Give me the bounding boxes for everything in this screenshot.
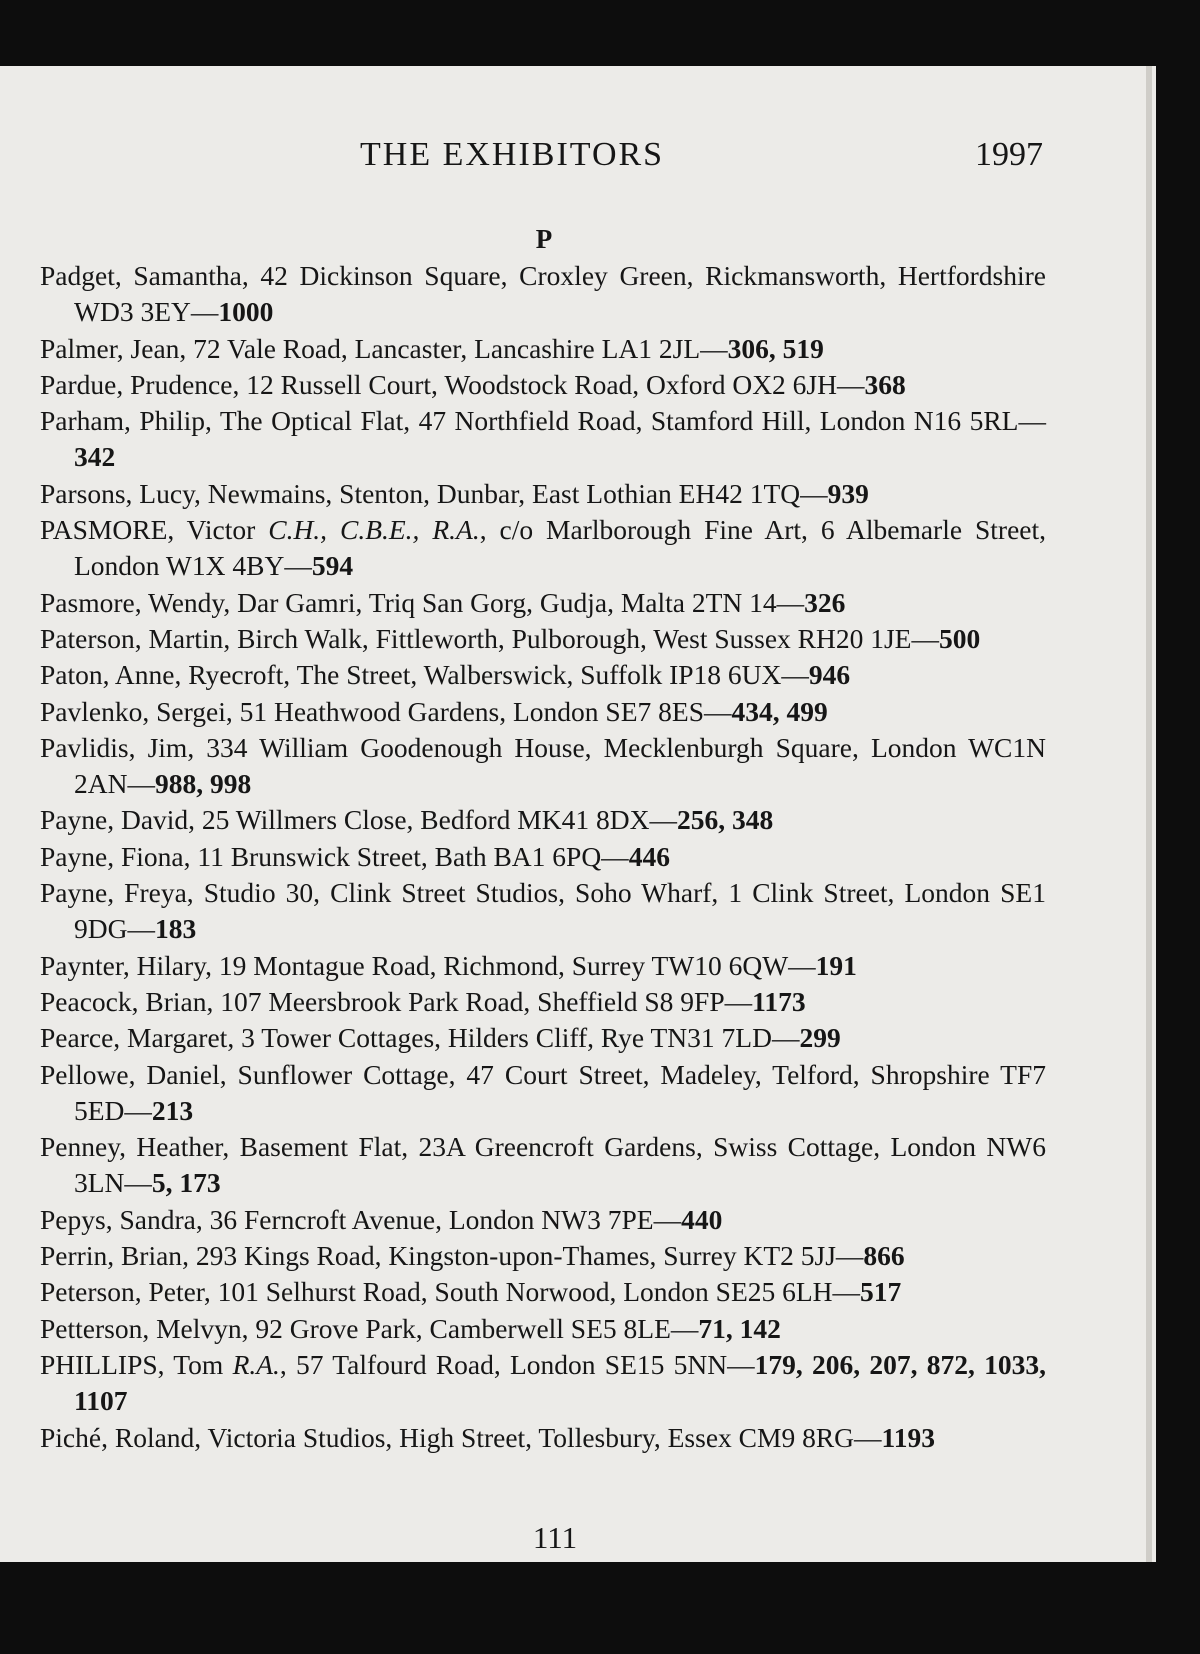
exhibitor-address: , Victoria Studios, High Street, Tollesbury, Essex CM9 8RG— <box>194 1421 882 1453</box>
exhibitor-address: , Sunflower Cottage, 47 Court Street, Madeley, Telford, Shropshire TF7 5ED— <box>74 1058 1046 1126</box>
page-header <box>0 136 1146 180</box>
exhibitor-entry <box>40 476 1046 512</box>
catalogue-numbers: 988, 998 <box>154 768 252 800</box>
exhibitor-name: Piché, Roland <box>40 1421 195 1453</box>
exhibitor-name: Pellowe, Daniel <box>40 1058 220 1090</box>
exhibitor-entry <box>40 948 1046 984</box>
exhibitor-address: , Birch Walk, Fittleworth, Pulborough, West Sussex RH20 1JE— <box>223 622 939 654</box>
exhibitor-address: , Newmains, Stenton, Dunbar, East Lothian EH42 1TQ— <box>194 477 828 509</box>
catalogue-numbers: 191 <box>815 949 857 981</box>
exhibitor-address: , 101 Selhurst Road, South Norwood, London SE25 6LH— <box>203 1276 861 1308</box>
exhibitor-address: , Ryecroft, The Street, Walberswick, Suffolk IP18 6UX— <box>174 659 809 691</box>
catalogue-numbers: 299 <box>799 1022 841 1054</box>
book-page <box>0 66 1146 1562</box>
exhibitor-address: , 51 Heathwood Gardens, London SE7 8ES— <box>225 695 732 727</box>
catalogue-numbers: 434, 499 <box>731 695 828 727</box>
catalogue-numbers: 179, 206, 207, 872, 1033, 1107 <box>74 1348 1046 1417</box>
exhibitor-name: Pavlenko, Sergei <box>40 695 226 727</box>
exhibitor-entry <box>40 621 1046 657</box>
catalogue-numbers: 500 <box>938 622 981 654</box>
header-year: 1997 <box>975 136 1043 173</box>
catalogue-numbers: 342 <box>74 441 116 473</box>
exhibitor-name: Pavlidis, Jim <box>40 731 188 763</box>
exhibitor-entry <box>40 657 1046 693</box>
exhibitor-name: Palmer, Jean <box>40 332 180 364</box>
exhibitor-address: , c/o Marlborough Fine Art, 6 Albemarle Street, London W1X 4BY— <box>74 514 1046 582</box>
exhibitor-entry <box>40 258 1046 331</box>
catalogue-numbers: 183 <box>154 913 197 945</box>
catalogue-numbers: 440 <box>681 1203 723 1235</box>
catalogue-numbers: 71, 142 <box>698 1312 781 1344</box>
exhibitor-name: Parsons, Lucy <box>40 477 195 509</box>
exhibitor-address: , 12 Russell Court, Woodstock Road, Oxford OX2 6JH— <box>232 368 865 400</box>
page-number: 111 <box>532 1520 578 1555</box>
exhibitor-name: Peacock, Brian <box>40 985 207 1017</box>
exhibitor-entry <box>40 512 1046 585</box>
exhibitor-entry <box>40 331 1046 367</box>
catalogue-numbers: 1173 <box>752 985 806 1017</box>
exhibitor-name: Payne, Fiona <box>40 840 184 872</box>
catalogue-numbers: 866 <box>863 1240 905 1272</box>
exhibitor-address: , Basement Flat, 23A Greencroft Gardens, Swiss Cottage, London NW6 3LN— <box>74 1131 1046 1199</box>
exhibitor-entry <box>40 585 1046 621</box>
catalogue-numbers: 446 <box>628 840 670 872</box>
exhibitor-name: Pepys, Sandra <box>40 1203 196 1235</box>
exhibitor-entry <box>40 367 1046 403</box>
exhibitor-entry <box>40 403 1046 476</box>
catalogue-numbers: 368 <box>864 368 906 400</box>
exhibitor-name: Payne, David <box>40 804 189 836</box>
exhibitor-name: Padget, Samantha <box>40 260 242 291</box>
section-letter: P <box>535 224 553 254</box>
exhibitor-entry <box>40 1274 1046 1310</box>
exhibitor-name: Perrin, Brian <box>40 1240 183 1272</box>
exhibitor-entry <box>40 839 1046 875</box>
exhibitor-entry <box>40 730 1046 803</box>
catalogue-numbers: 213 <box>151 1094 194 1126</box>
exhibitor-address: , 92 Grove Park, Camberwell SE5 8LE— <box>241 1312 699 1344</box>
exhibitor-name: Pardue, Prudence <box>40 368 233 400</box>
exhibitor-name: Payne, Freya <box>40 877 187 909</box>
exhibitor-list <box>40 258 1046 1456</box>
exhibitor-name: Penney, Heather <box>40 1131 223 1163</box>
catalogue-numbers: 1193 <box>881 1421 935 1453</box>
exhibitor-entry <box>40 694 1046 730</box>
exhibitor-entry <box>40 802 1046 838</box>
exhibitor-address: , 19 Montague Road, Richmond, Surrey TW10 6QW— <box>205 949 816 981</box>
exhibitor-name: Paynter, Hilary <box>40 949 206 981</box>
exhibitor-address: , 25 Willmers Close, Bedford MK41 8DX— <box>188 804 677 836</box>
catalogue-numbers: 256, 348 <box>676 804 774 836</box>
exhibitor-address: , 11 Brunswick Street, Bath BA1 6PQ— <box>183 840 629 872</box>
exhibitor-name: Pearce, Margaret <box>40 1022 228 1054</box>
catalogue-numbers: 594 <box>311 550 354 582</box>
exhibitor-entry <box>40 1347 1046 1420</box>
exhibitor-address: , 57 Talfourd Road, London SE15 5NN— <box>279 1348 755 1380</box>
exhibitor-address: , 107 Meersbrook Park Road, Sheffield S8 9FP— <box>206 985 753 1017</box>
exhibitor-name: Pasmore, Wendy <box>40 586 224 618</box>
catalogue-numbers: 5, 173 <box>151 1167 221 1199</box>
exhibitor-name: Parham, Philip <box>40 405 206 437</box>
exhibitor-name: Petterson, Melvyn <box>40 1312 242 1344</box>
exhibitor-entry <box>40 984 1046 1020</box>
catalogue-numbers: 306, 519 <box>727 332 824 364</box>
exhibitor-address: , 334 William Goodenough House, Mecklenburgh Square, London WC1N 2AN— <box>74 731 1046 800</box>
exhibitor-name: Paton, Anne <box>40 659 175 691</box>
exhibitor-entry <box>40 1020 1046 1056</box>
exhibitor-entry <box>40 1238 1046 1274</box>
exhibitor-honours: C.H., C.B.E., R.A. <box>268 514 480 546</box>
catalogue-numbers: 326 <box>804 586 846 618</box>
exhibitor-address: , Dar Gamri, Triq San Gorg, Gudja, Malta 2TN 14— <box>223 586 805 618</box>
exhibitor-entry <box>40 875 1046 948</box>
exhibitor-name: Paterson, Martin <box>40 622 224 654</box>
catalogue-numbers: 1000 <box>218 296 274 328</box>
catalogue-numbers: 946 <box>808 659 851 691</box>
exhibitor-address: , Studio 30, Clink Street Studios, Soho Wharf, 1 Clink Street, London SE1 9DG— <box>74 877 1046 945</box>
exhibitor-address: , 36 Ferncroft Avenue, London NW3 7PE— <box>195 1203 682 1235</box>
exhibitor-entry <box>40 1311 1046 1347</box>
exhibitor-name: PHILLIPS, Tom <box>40 1348 224 1380</box>
exhibitor-entry <box>40 1057 1046 1130</box>
exhibitor-address: , 3 Tower Cottages, Hilders Cliff, Rye TN31 7LD— <box>227 1022 800 1054</box>
exhibitor-address: , 293 Kings Road, Kingston-upon-Thames, Surrey KT2 5JJ— <box>182 1240 864 1272</box>
exhibitor-entry <box>40 1202 1046 1238</box>
running-head: THE EXHIBITORS <box>360 136 665 173</box>
catalogue-numbers: 939 <box>827 477 869 509</box>
exhibitor-address: , The Optical Flat, 47 Northfield Road, Stamford Hill, London N16 5RL— <box>205 405 1046 437</box>
exhibitor-entry <box>40 1420 1046 1456</box>
exhibitor-name: Peterson, Peter <box>40 1276 204 1308</box>
exhibitor-name: PASMORE, Victor <box>40 514 256 546</box>
exhibitor-honours: R.A. <box>232 1348 280 1380</box>
catalogue-numbers: 517 <box>860 1276 902 1308</box>
exhibitor-entry <box>40 1129 1046 1202</box>
exhibitor-address: , 42 Dickinson Square, Croxley Green, Rickmansworth, Hertfordshire WD3 3EY— <box>74 260 1046 328</box>
exhibitor-address: , 72 Vale Road, Lancaster, Lancashire LA1 2JL— <box>179 332 728 364</box>
